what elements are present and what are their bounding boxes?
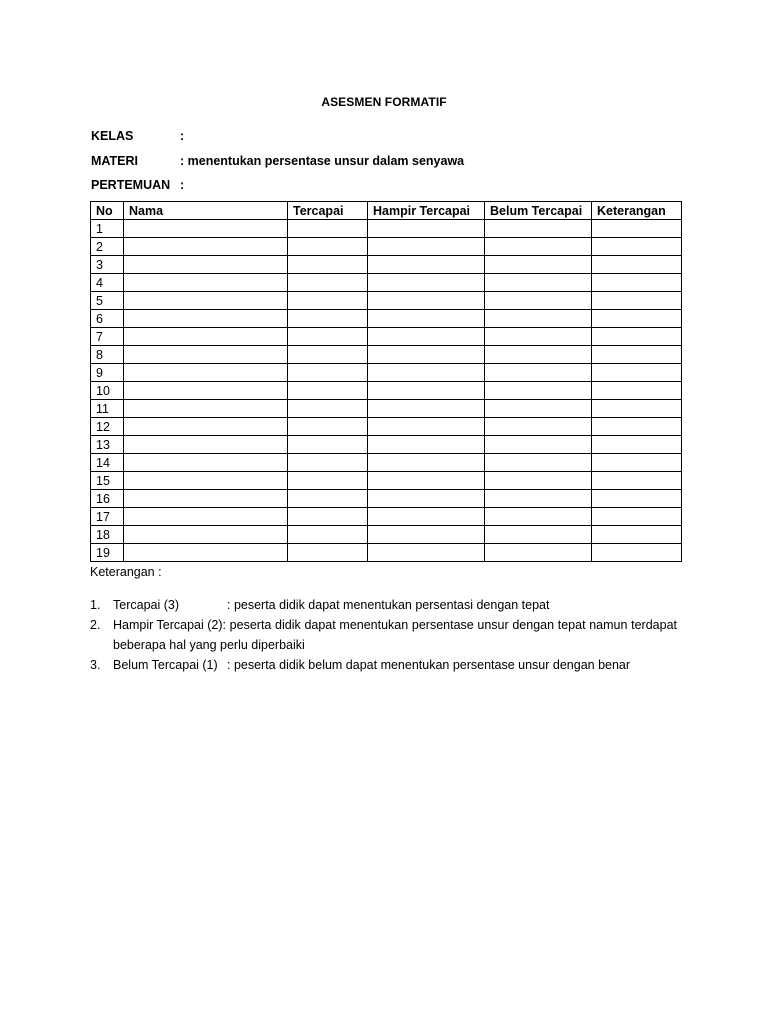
header-belum-tercapai: Belum Tercapai <box>485 202 592 220</box>
cell-no: 6 <box>91 310 124 328</box>
note-term: Tercapai (3) <box>113 598 179 612</box>
cell-nama[interactable] <box>124 418 288 436</box>
cell-nama[interactable] <box>124 400 288 418</box>
cell-belum-tercapai[interactable] <box>485 310 592 328</box>
cell-no: 10 <box>91 382 124 400</box>
cell-belum-tercapai[interactable] <box>485 544 592 562</box>
cell-hampir-tercapai[interactable] <box>368 256 485 274</box>
note-term: Hampir Tercapai (2) <box>113 618 223 632</box>
cell-keterangan[interactable] <box>592 454 682 472</box>
cell-tercapai[interactable] <box>288 328 368 346</box>
cell-hampir-tercapai[interactable] <box>368 472 485 490</box>
meta-pertemuan-row <box>91 177 190 193</box>
table-row <box>91 238 682 256</box>
cell-nama[interactable] <box>124 472 288 490</box>
cell-keterangan[interactable] <box>592 400 682 418</box>
cell-hampir-tercapai[interactable] <box>368 508 485 526</box>
cell-nama[interactable] <box>124 310 288 328</box>
table-row <box>91 220 682 238</box>
cell-nama[interactable] <box>124 490 288 508</box>
note-item-3 <box>90 655 677 675</box>
meta-kelas-row <box>91 128 190 144</box>
cell-no: 16 <box>91 490 124 508</box>
cell-belum-tercapai[interactable] <box>485 490 592 508</box>
table-row <box>91 508 682 526</box>
note-number: 1. <box>90 598 101 612</box>
header-tercapai: Tercapai <box>288 202 368 220</box>
header-hampir-tercapai: Hampir Tercapai <box>368 202 485 220</box>
notes-heading: Keterangan : <box>90 565 162 579</box>
cell-keterangan[interactable] <box>592 508 682 526</box>
cell-hampir-tercapai[interactable] <box>368 238 485 256</box>
table-row <box>91 256 682 274</box>
cell-belum-tercapai[interactable] <box>485 454 592 472</box>
cell-tercapai[interactable] <box>288 346 368 364</box>
cell-hampir-tercapai[interactable] <box>368 418 485 436</box>
cell-no: 9 <box>91 364 124 382</box>
cell-hampir-tercapai[interactable] <box>368 364 485 382</box>
cell-hampir-tercapai[interactable] <box>368 436 485 454</box>
cell-no: 4 <box>91 274 124 292</box>
cell-hampir-tercapai[interactable] <box>368 400 485 418</box>
cell-belum-tercapai[interactable] <box>485 526 592 544</box>
materi-label: MATERI <box>91 154 138 168</box>
cell-keterangan[interactable] <box>592 418 682 436</box>
table-row <box>91 364 682 382</box>
cell-nama[interactable] <box>124 544 288 562</box>
cell-nama[interactable] <box>124 508 288 526</box>
cell-tercapai[interactable] <box>288 418 368 436</box>
materi-value: : menentukan persentase unsur dalam senyawa <box>180 154 465 168</box>
cell-belum-tercapai[interactable] <box>485 256 592 274</box>
cell-keterangan[interactable] <box>592 382 682 400</box>
table-row <box>91 472 682 490</box>
cell-no: 12 <box>91 418 124 436</box>
cell-no: 13 <box>91 436 124 454</box>
cell-keterangan[interactable] <box>592 238 682 256</box>
cell-hampir-tercapai[interactable] <box>368 544 485 562</box>
note-item-1 <box>90 595 677 615</box>
cell-hampir-tercapai[interactable] <box>368 346 485 364</box>
cell-keterangan[interactable] <box>592 256 682 274</box>
cell-belum-tercapai[interactable] <box>485 274 592 292</box>
note-term: Belum Tercapai (1) <box>113 658 218 672</box>
pertemuan-colon: : <box>180 178 185 192</box>
cell-keterangan[interactable] <box>592 274 682 292</box>
cell-tercapai[interactable] <box>288 364 368 382</box>
cell-keterangan[interactable] <box>592 328 682 346</box>
cell-tercapai[interactable] <box>288 292 368 310</box>
cell-keterangan[interactable] <box>592 544 682 562</box>
cell-keterangan[interactable] <box>592 490 682 508</box>
table-header-row <box>91 202 682 220</box>
table-row <box>91 274 682 292</box>
table-row <box>91 490 682 508</box>
cell-hampir-tercapai[interactable] <box>368 292 485 310</box>
kelas-colon: : <box>180 129 185 143</box>
table-row <box>91 544 682 562</box>
cell-nama[interactable] <box>124 364 288 382</box>
table-row <box>91 418 682 436</box>
cell-nama[interactable] <box>124 382 288 400</box>
table-body <box>91 220 682 562</box>
table-row <box>91 400 682 418</box>
table-row <box>91 436 682 454</box>
cell-tercapai[interactable] <box>288 400 368 418</box>
table-row <box>91 382 682 400</box>
cell-tercapai[interactable] <box>288 220 368 238</box>
cell-hampir-tercapai[interactable] <box>368 310 485 328</box>
cell-belum-tercapai[interactable] <box>485 238 592 256</box>
cell-nama[interactable] <box>124 292 288 310</box>
cell-no: 1 <box>91 220 124 238</box>
cell-no: 11 <box>91 400 124 418</box>
cell-no: 15 <box>91 472 124 490</box>
cell-nama[interactable] <box>124 436 288 454</box>
cell-no: 2 <box>91 238 124 256</box>
cell-no: 3 <box>91 256 124 274</box>
cell-nama[interactable] <box>124 526 288 544</box>
cell-no: 8 <box>91 346 124 364</box>
cell-belum-tercapai[interactable] <box>485 382 592 400</box>
note-description: : peserta didik dapat menentukan persentasi dengan tepat <box>227 598 550 612</box>
cell-keterangan[interactable] <box>592 526 682 544</box>
table-row <box>91 328 682 346</box>
cell-tercapai[interactable] <box>288 526 368 544</box>
cell-nama[interactable] <box>124 346 288 364</box>
cell-belum-tercapai[interactable] <box>485 418 592 436</box>
cell-tercapai[interactable] <box>288 238 368 256</box>
note-item-2 <box>90 615 677 655</box>
cell-tercapai[interactable] <box>288 256 368 274</box>
cell-no: 17 <box>91 508 124 526</box>
cell-keterangan[interactable] <box>592 472 682 490</box>
cell-tercapai[interactable] <box>288 454 368 472</box>
cell-tercapai[interactable] <box>288 472 368 490</box>
note-description: : peserta didik belum dapat menentukan persentase unsur dengan benar <box>227 658 631 672</box>
document-title: ASESMEN FORMATIF <box>321 95 447 109</box>
table-row <box>91 346 682 364</box>
table-row <box>91 454 682 472</box>
cell-tercapai[interactable] <box>288 544 368 562</box>
table-row <box>91 526 682 544</box>
meta-materi-row <box>91 153 464 169</box>
cell-belum-tercapai[interactable] <box>485 220 592 238</box>
cell-belum-tercapai[interactable] <box>485 364 592 382</box>
table-row <box>91 310 682 328</box>
kelas-label: KELAS <box>91 129 134 143</box>
cell-tercapai[interactable] <box>288 382 368 400</box>
cell-nama[interactable] <box>124 238 288 256</box>
note-description: : peserta didik dapat menentukan persentase unsur dengan tepat namun terdapat beberapa hal yang perlu diperbaiki <box>113 618 677 652</box>
cell-belum-tercapai[interactable] <box>485 472 592 490</box>
cell-nama[interactable] <box>124 220 288 238</box>
cell-hampir-tercapai[interactable] <box>368 454 485 472</box>
header-no: No <box>91 202 124 220</box>
cell-tercapai[interactable] <box>288 436 368 454</box>
cell-keterangan[interactable] <box>592 346 682 364</box>
cell-tercapai[interactable] <box>288 310 368 328</box>
pertemuan-label: PERTEMUAN <box>91 178 171 192</box>
cell-nama[interactable] <box>124 256 288 274</box>
cell-keterangan[interactable] <box>592 436 682 454</box>
cell-hampir-tercapai[interactable] <box>368 490 485 508</box>
cell-hampir-tercapai[interactable] <box>368 526 485 544</box>
cell-keterangan[interactable] <box>592 364 682 382</box>
assessment-table <box>90 201 682 562</box>
cell-hampir-tercapai[interactable] <box>368 220 485 238</box>
cell-belum-tercapai[interactable] <box>485 292 592 310</box>
cell-no: 19 <box>91 544 124 562</box>
cell-hampir-tercapai[interactable] <box>368 328 485 346</box>
cell-nama[interactable] <box>124 454 288 472</box>
cell-keterangan[interactable] <box>592 292 682 310</box>
cell-belum-tercapai[interactable] <box>485 400 592 418</box>
cell-no: 18 <box>91 526 124 544</box>
cell-nama[interactable] <box>124 274 288 292</box>
cell-belum-tercapai[interactable] <box>485 508 592 526</box>
note-number: 3. <box>90 658 101 672</box>
cell-hampir-tercapai[interactable] <box>368 274 485 292</box>
header-keterangan: Keterangan <box>592 202 682 220</box>
cell-tercapai[interactable] <box>288 274 368 292</box>
cell-no: 14 <box>91 454 124 472</box>
cell-tercapai[interactable] <box>288 490 368 508</box>
cell-no: 5 <box>91 292 124 310</box>
cell-keterangan[interactable] <box>592 220 682 238</box>
cell-belum-tercapai[interactable] <box>485 436 592 454</box>
cell-hampir-tercapai[interactable] <box>368 382 485 400</box>
cell-tercapai[interactable] <box>288 508 368 526</box>
cell-no: 7 <box>91 328 124 346</box>
header-nama: Nama <box>124 202 288 220</box>
cell-keterangan[interactable] <box>592 310 682 328</box>
note-number: 2. <box>90 618 101 632</box>
cell-belum-tercapai[interactable] <box>485 346 592 364</box>
table-row <box>91 292 682 310</box>
cell-belum-tercapai[interactable] <box>485 328 592 346</box>
cell-nama[interactable] <box>124 328 288 346</box>
